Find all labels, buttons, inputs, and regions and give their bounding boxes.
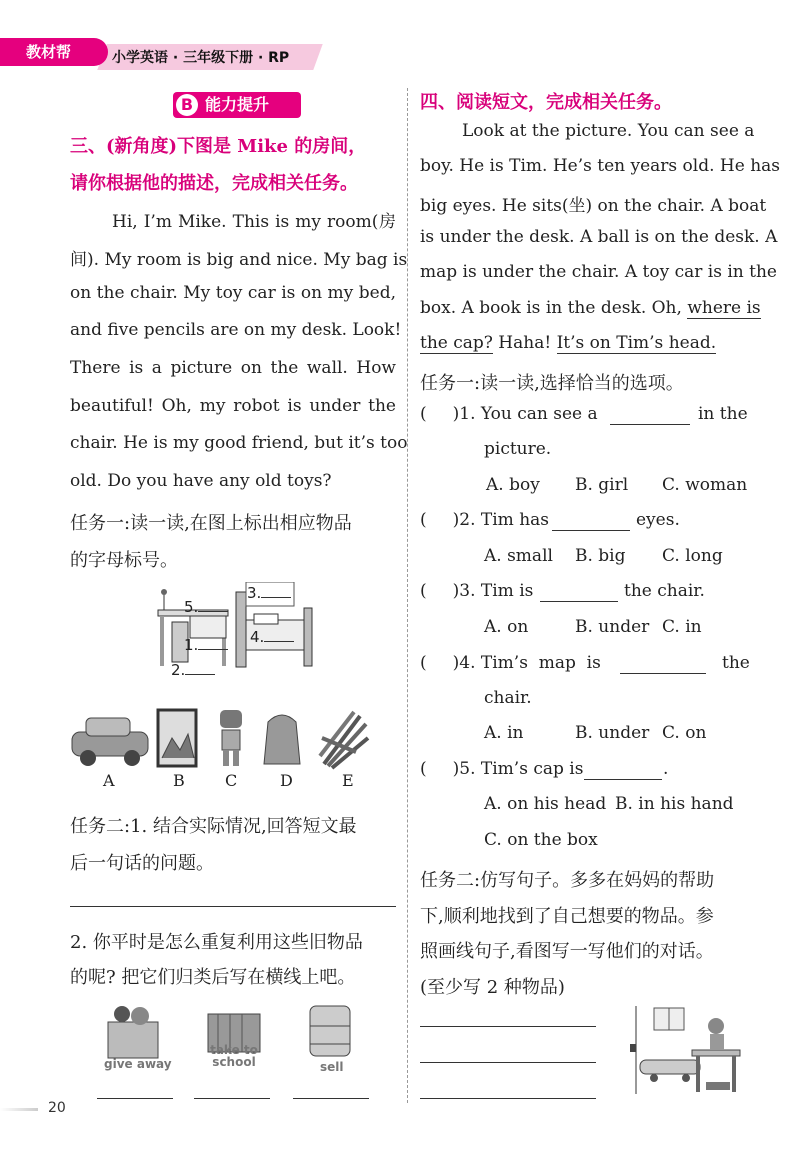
question-2: ( )2. Tim has bbox=[420, 510, 550, 530]
q3-blank[interactable] bbox=[540, 601, 618, 602]
right-passage-line: big eyes. He sits(坐) on the chair. A boat bbox=[420, 196, 767, 216]
room-blank-3: 3. bbox=[247, 584, 291, 602]
option[interactable]: C. long bbox=[662, 546, 723, 566]
picture-frame-icon bbox=[158, 710, 196, 766]
room-blank-5: 5. bbox=[184, 598, 228, 616]
q5-blank[interactable] bbox=[584, 779, 662, 780]
left-passage-line: old. Do you have any old toys? bbox=[70, 471, 332, 491]
answer-line[interactable] bbox=[70, 906, 396, 907]
room-blank-2: 2. bbox=[171, 661, 215, 679]
underlined-phrase: It’s on Tim’s head. bbox=[556, 333, 717, 353]
left-passage-line: beautiful! Oh, my robot is under the bbox=[70, 396, 396, 416]
right-passage-line: Look at the picture. You can see a bbox=[462, 121, 755, 141]
question-3: ( )3. Tim is bbox=[420, 581, 534, 601]
item-letter: C bbox=[225, 771, 238, 790]
header-title: 小学英语 · 三年级下册 · RP bbox=[112, 50, 290, 66]
q4-text: the bbox=[722, 653, 750, 673]
right-task1: 任务一:读一读,选择恰当的选项。 bbox=[420, 373, 684, 394]
toy-box-icon bbox=[108, 1006, 158, 1058]
option[interactable]: A. boy bbox=[486, 475, 540, 495]
sort-label: sell bbox=[320, 1060, 344, 1074]
sort-answer-line[interactable] bbox=[97, 1098, 173, 1099]
column-divider bbox=[407, 88, 408, 1103]
right-passage-line: map is under the chair. A toy car is in the bbox=[420, 262, 777, 282]
right-passage-line: the cap? Haha! It’s on Tim’s head. bbox=[420, 333, 717, 353]
left-task1-line1: 任务一:读一读,在图上标出相应物品 bbox=[70, 513, 352, 534]
right-task2-line3: 照画线句子,看图写一写他们的对话。 bbox=[420, 941, 714, 962]
page-number: 20 bbox=[48, 1100, 66, 1116]
question-5: ( )5. Tim’s cap is bbox=[420, 759, 584, 779]
left-passage-line: Hi, I’m Mike. This is my room(房 bbox=[112, 212, 396, 232]
bag-icon bbox=[264, 715, 300, 764]
option[interactable]: C. woman bbox=[662, 475, 748, 495]
option[interactable]: A. on his head bbox=[484, 794, 607, 814]
right-title: 四、阅读短文，完成相关任务。 bbox=[420, 92, 672, 113]
underlined-phrase: where is bbox=[687, 298, 761, 318]
option[interactable]: B. under bbox=[575, 617, 650, 637]
left-q2-line1: 2. 你平时是怎么重复利用这些旧物品 bbox=[70, 932, 363, 953]
q3-text: the chair. bbox=[624, 581, 705, 601]
sort-answer-line[interactable] bbox=[194, 1098, 270, 1099]
room-blank-1: 1. bbox=[184, 636, 228, 654]
left-passage-line: 间). My room is big and nice. My bag is bbox=[70, 250, 408, 270]
item-letter: E bbox=[342, 771, 354, 790]
answer-line[interactable] bbox=[420, 1062, 596, 1063]
question-1: ( )1. You can see a bbox=[420, 404, 598, 424]
option[interactable]: C. on the box bbox=[484, 830, 598, 850]
option[interactable]: A. in bbox=[484, 723, 524, 743]
q4-blank[interactable] bbox=[620, 673, 706, 674]
item-pictures bbox=[70, 708, 370, 770]
item-letter: D bbox=[280, 771, 293, 790]
badge-letter: B bbox=[176, 94, 198, 116]
right-passage-line: is under the desk. A ball is on the desk. A bbox=[420, 227, 778, 247]
q1-blank[interactable] bbox=[610, 424, 690, 425]
sort-label: take to school bbox=[210, 1043, 258, 1069]
q1-text: picture. bbox=[484, 439, 552, 459]
option[interactable]: C. in bbox=[662, 617, 702, 637]
q1-text: in the bbox=[698, 404, 748, 424]
option[interactable]: B. girl bbox=[575, 475, 629, 495]
sort-label: give away bbox=[104, 1057, 172, 1071]
left-task2-line1: 任务二:1. 结合实际情况,回答短文最 bbox=[70, 816, 357, 837]
option[interactable]: A. on bbox=[484, 617, 529, 637]
option[interactable]: A. small bbox=[484, 546, 553, 566]
left-passage-line: and five pencils are on my desk. Look! bbox=[70, 320, 402, 340]
shelf-icon bbox=[310, 1006, 350, 1056]
answer-line[interactable] bbox=[420, 1098, 596, 1099]
item-letter: B bbox=[173, 771, 185, 790]
room-illustration-2 bbox=[626, 1004, 744, 1096]
sort-answer-line[interactable] bbox=[293, 1098, 369, 1099]
right-task2-line2: 下,顺利地找到了自己想要的物品。参 bbox=[420, 906, 714, 927]
header-tab: 教材帮 bbox=[0, 38, 108, 66]
left-passage-line: on the chair. My toy car is on my bed, bbox=[70, 283, 396, 303]
q4-text: chair. bbox=[484, 688, 532, 708]
left-passage-line: There is a picture on the wall. How bbox=[70, 358, 396, 378]
underlined-phrase: the cap? bbox=[420, 333, 493, 353]
room-blank-4: 4. bbox=[250, 628, 294, 646]
right-passage-line: boy. He is Tim. He’s ten years old. He has bbox=[420, 156, 781, 176]
q2-blank[interactable] bbox=[552, 530, 630, 531]
left-passage-line: chair. He is my good friend, but it’s too bbox=[70, 433, 408, 453]
left-title-line1: 三、(新角度)下图是 Mike 的房间， bbox=[70, 136, 367, 157]
robot-icon bbox=[220, 710, 242, 766]
q2-text: eyes. bbox=[636, 510, 680, 530]
left-q2-line2: 的呢? 把它们归类后写在横线上吧。 bbox=[70, 967, 356, 988]
left-task1-line2: 的字母标号。 bbox=[70, 550, 178, 571]
item-letter: A bbox=[103, 771, 115, 790]
right-task2-line1: 任务二:仿写句子。多多在妈妈的帮助 bbox=[420, 870, 715, 891]
pencils-icon bbox=[320, 712, 368, 768]
left-title-line2: 请你根据他的描述，完成相关任务。 bbox=[70, 173, 358, 194]
left-task2-line2: 后一句话的问题。 bbox=[70, 853, 214, 874]
option[interactable]: B. big bbox=[575, 546, 626, 566]
answer-line[interactable] bbox=[420, 1026, 596, 1027]
toy-car-icon bbox=[72, 718, 148, 766]
right-passage-line: box. A book is in the desk. Oh, where is bbox=[420, 298, 761, 318]
question-4: ( )4. Tim’s map is bbox=[420, 653, 601, 673]
badge-label: 能力提升 bbox=[205, 95, 270, 114]
option[interactable]: C. on bbox=[662, 723, 707, 743]
right-task2-line4: (至少写 2 种物品) bbox=[420, 977, 565, 998]
q5-text: . bbox=[663, 759, 669, 779]
page-bar bbox=[0, 1108, 38, 1111]
option[interactable]: B. in his hand bbox=[615, 794, 734, 814]
option[interactable]: B. under bbox=[575, 723, 650, 743]
